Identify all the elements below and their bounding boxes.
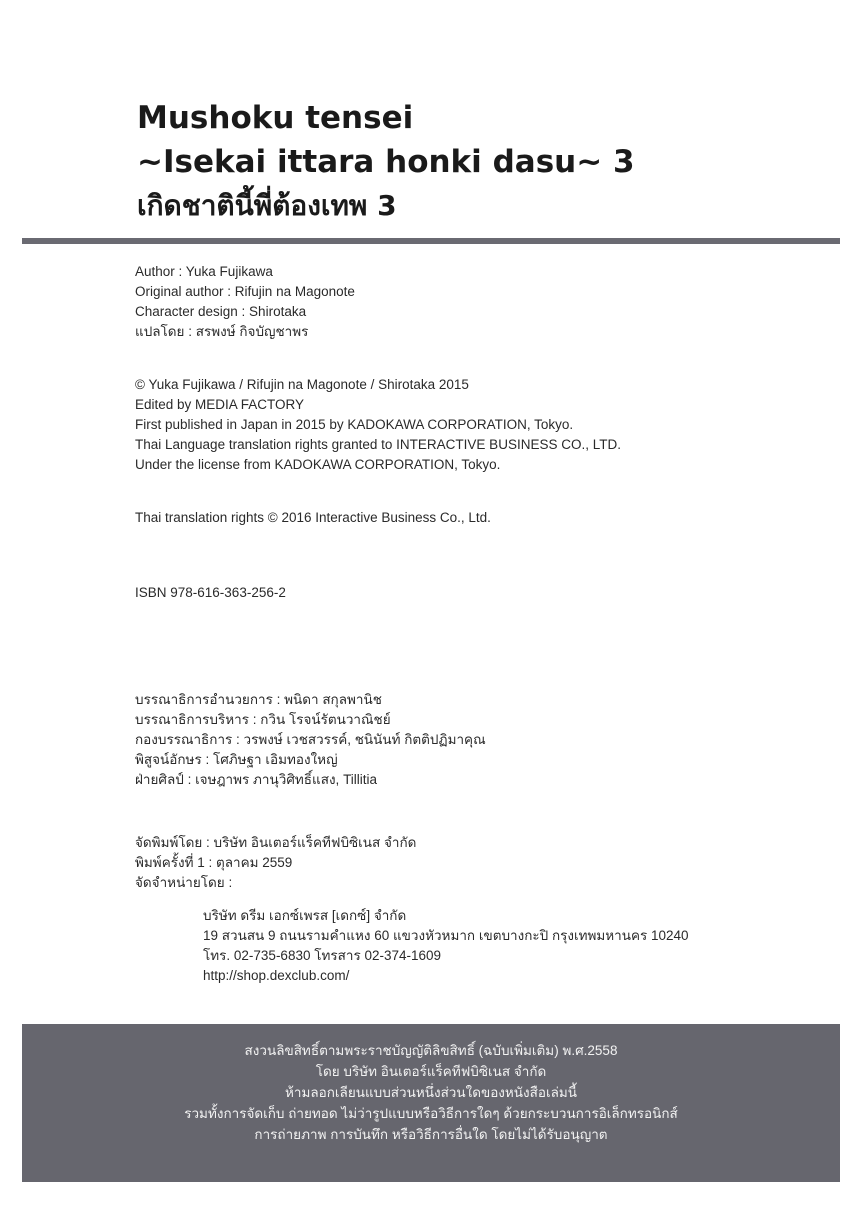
copyright-line: Edited by MEDIA FACTORY bbox=[135, 397, 305, 412]
credit-original-author: Original author : Rifujin na Magonote bbox=[135, 284, 355, 299]
book-title bbox=[137, 96, 837, 228]
editorial-line: บรรณาธิการบริหาร : กวิน โรจน์รัตนวาณิชย์ bbox=[135, 712, 391, 727]
credit-character-design: Character design : Shirotaka bbox=[135, 304, 307, 319]
copyright-line: First published in Japan in 2015 by KADOKAWA CORPORATION, Tokyo. bbox=[135, 417, 574, 432]
title-line-thai: เกิดชาตินี้พี่ต้องเทพ 3 bbox=[137, 189, 397, 222]
editorial-line: พิสูจน์อักษร : โศภิษฐา เอิมทองใหญ่ bbox=[135, 752, 338, 767]
copyright-line: Thai Language translation rights granted to INTERACTIVE BUSINESS CO., LTD. bbox=[135, 437, 621, 452]
legal-notice-line: ห้ามลอกเลียนแบบส่วนหนึ่งส่วนใดของหนังสือเล่มนี้ bbox=[285, 1085, 577, 1100]
credits-section bbox=[135, 262, 355, 342]
distributor-name: บริษัท ดรีม เอกซ์เพรส [เดกซ์] จำกัด bbox=[203, 908, 407, 923]
isbn-number: ISBN 978-616-363-256-2 bbox=[135, 585, 286, 600]
copyright-line: © Yuka Fujikawa / Rifujin na Magonote / Shirotaka 2015 bbox=[135, 377, 469, 392]
editorial-line: บรรณาธิการอำนวยการ : พนิดา สกุลพานิช bbox=[135, 692, 382, 707]
editorial-line: ฝ่ายศิลป์ : เจษฎาพร ภานุวิศิทธิ์แสง, Tillitia bbox=[135, 772, 378, 787]
legal-notice-line: โดย บริษัท อินเตอร์แร็คทีฟบิซิเนส จำกัด bbox=[315, 1064, 547, 1079]
publisher-section bbox=[135, 833, 416, 893]
thai-rights-line: Thai translation rights © 2016 Interactive Business Co., Ltd. bbox=[135, 510, 491, 525]
editorial-line: กองบรรณาธิการ : วรพงษ์ เวชสวรรค์, ชนินันท์ กิตติปฏิมาคุณ bbox=[135, 732, 486, 747]
credit-translator: แปลโดย : สรพงษ์ กิจบัญชาพร bbox=[135, 324, 309, 339]
copyright-section bbox=[135, 375, 621, 475]
credit-author: Author : Yuka Fujikawa bbox=[135, 264, 273, 279]
print-edition-line: พิมพ์ครั้งที่ 1 : ตุลาคม 2559 bbox=[135, 855, 293, 870]
title-line-2: ~Isekai ittara honki dasu~ 3 bbox=[137, 144, 635, 180]
title-divider bbox=[22, 238, 840, 244]
distributor-label: จัดจำหน่ายโดย : bbox=[135, 875, 233, 890]
editorial-staff-section bbox=[135, 690, 486, 790]
distributor-section bbox=[203, 906, 689, 986]
legal-notice-line: สงวนลิขสิทธิ์ตามพระราชบัญญัติลิขสิทธิ์ (ฉบับเพิ่มเติม) พ.ศ.2558 bbox=[244, 1043, 618, 1058]
publisher-line: จัดพิมพ์โดย : บริษัท อินเตอร์แร็คทีฟบิซิเนส จำกัด bbox=[135, 835, 417, 850]
legal-notice-line: การถ่ายภาพ การบันทึก หรือวิธีการอื่นใด โดยไม่ได้รับอนุญาต bbox=[254, 1127, 608, 1142]
distributor-address: 19 สวนสน 9 ถนนรามคำแหง 60 แขวงหัวหมาก เขตบางกะปิ กรุงเทพมหานคร 10240 bbox=[203, 928, 689, 943]
title-line-1: Mushoku tensei bbox=[137, 100, 414, 136]
thai-rights-section bbox=[135, 508, 491, 528]
legal-notice-box bbox=[22, 1024, 840, 1182]
legal-notice-line: รวมทั้งการจัดเก็บ ถ่ายทอด ไม่ว่ารูปแบบหรือวิธีการใดๆ ด้วยกระบวนการอิเล็กทรอนิกส์ bbox=[184, 1106, 678, 1121]
isbn-section bbox=[135, 583, 286, 603]
distributor-phone: โทร. 02-735-6830 โทรสาร 02-374-1609 bbox=[203, 948, 442, 963]
copyright-line: Under the license from KADOKAWA CORPORATION, Tokyo. bbox=[135, 457, 501, 472]
distributor-website: http://shop.dexclub.com/ bbox=[203, 968, 350, 983]
